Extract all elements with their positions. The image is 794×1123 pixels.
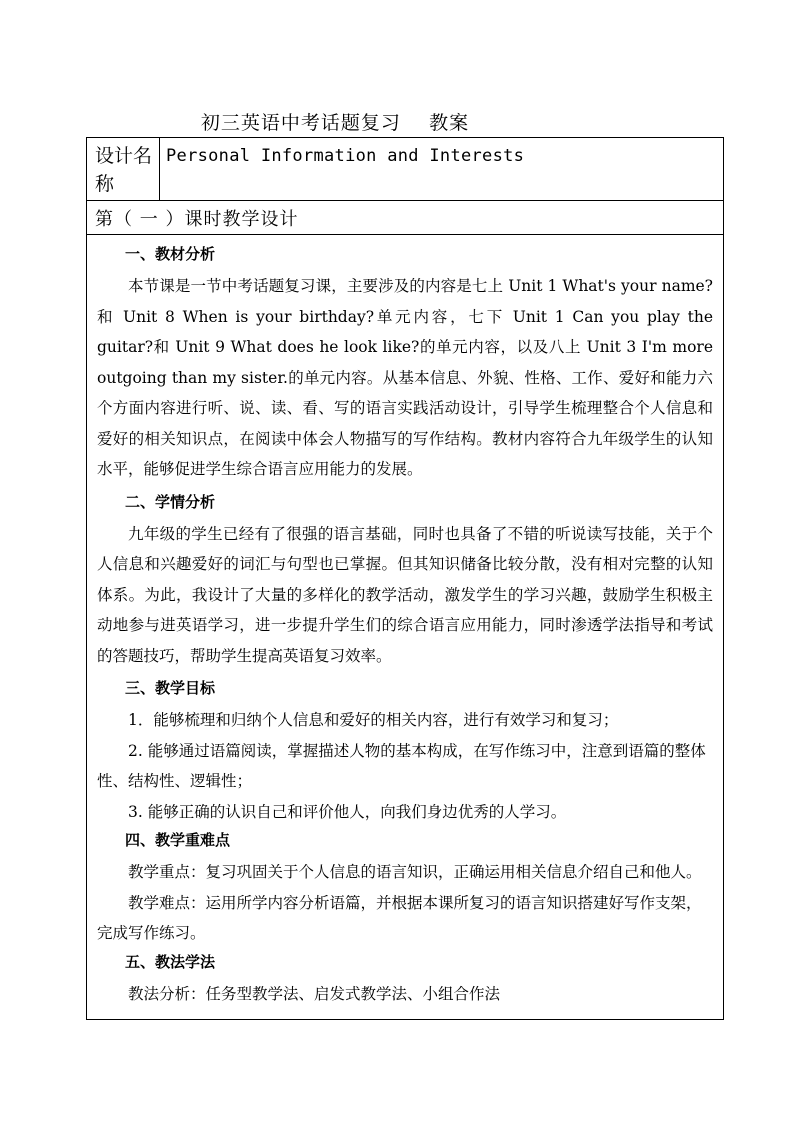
content-row <box>87 235 724 1020</box>
objective-item: 2. 能够通过语篇阅读，掌握描述人物的基本构成，在写作练习中，注意到语篇的整体性、结构性、逻辑性； <box>97 741 706 790</box>
design-name-row <box>87 138 724 201</box>
page-title: 初三英语中考话题复习 教案 <box>200 112 470 134</box>
textbook-analysis-paragraph: 本节课是一节中考话题复习课，主要涉及的内容是七上 Unit 1 What's your name?和 Unit 8 When is your birthday?单元内容，七下 Unit 1 Can you play the guitar?和 Unit 9 What does he look like?的单元内容，以及八上 Unit 3 I'm more outgoing than my sister.的单元内容。从基本信息、外貌、性格、工作、爱好和能力六个方面内容进行听、说、读、看、写的语言实践活动设计，引导学生梳理整合个人信息和爱好的相关知识点，在阅读中体会人物描写的写作结构。教材内容符合九年级学生的认知水平，能够促进学生综合语言应用能力的发展。 <box>97 277 713 478</box>
section-heading-teaching-methods: 五、教法学法 <box>125 952 216 971</box>
section-heading-key-difficult-points: 四、教学重难点 <box>125 831 231 849</box>
design-name-value: Personal Information and Interests <box>160 138 724 201</box>
objective-item: 3. 能够正确的认识自己和评价他人，向我们身边优秀的人学习。 <box>128 802 567 821</box>
section-heading-textbook-analysis: 一、教材分析 <box>125 245 216 263</box>
period-title: 第（ 一 ）课时教学设计 <box>87 201 724 235</box>
objective-item: 1．能够梳理和归纳个人信息和爱好的相关内容，进行有效学习和复习； <box>128 711 619 729</box>
student-analysis-paragraph: 九年级的学生已经有了很强的语言基础，同时也具备了不错的听说读写技能，关于个人信息和兴趣爱好的词汇与句型也已掌握。但其知识储备比较分散，没有相对完整的认知体系。为此，我设计了大量的多样化的教学活动，激发学生的学习兴趣，鼓励学生积极主动地参与进英语学习，进一步提升学生们的综合语言应用能力，同时渗透学法指导和考试的答题技巧，帮助学生提高英语复习效率。 <box>97 524 713 665</box>
section-heading-student-analysis: 二、学情分析 <box>125 492 216 511</box>
teaching-method-item: 教法分析：任务型教学法、启发式教学法、小组合作法 <box>128 984 501 1003</box>
period-row <box>87 201 724 235</box>
content-cell <box>87 235 724 1020</box>
lesson-plan-table <box>86 137 724 1020</box>
design-name-label: 设计名称 <box>87 138 160 201</box>
key-point-item: 教学重点：复习巩固关于个人信息的语言知识，正确运用相关信息介绍自己和他人。 <box>128 863 702 881</box>
difficult-point-item: 教学难点：运用所学内容分析语篇，并根据本课所复习的语言知识搭建好写作支架，完成写作练习。 <box>97 893 702 942</box>
section-heading-teaching-objectives: 三、教学目标 <box>125 679 216 697</box>
